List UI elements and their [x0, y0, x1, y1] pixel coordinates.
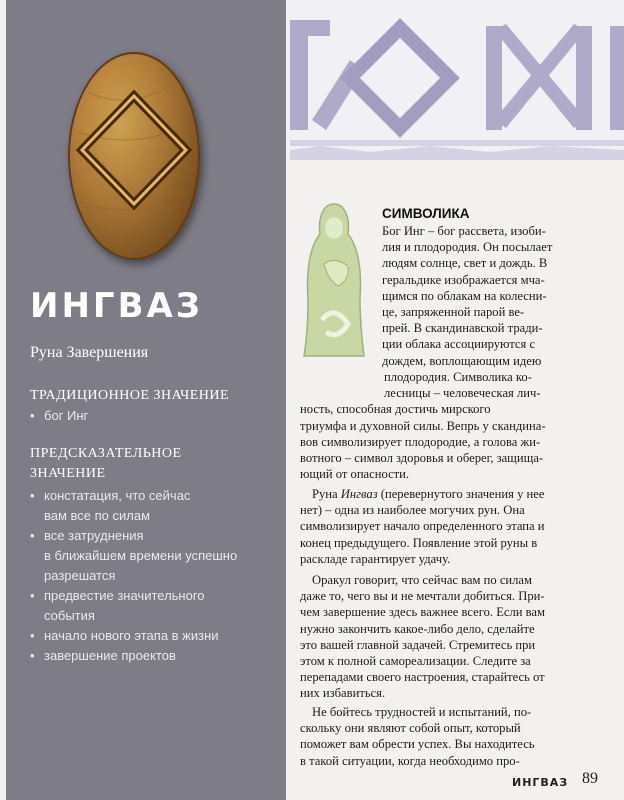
decorative-rune-band	[290, 0, 624, 160]
rune-subtitle: Руна Завершения	[30, 344, 149, 361]
page-number: 89	[582, 770, 598, 787]
symbolism-heading: СИМВОЛИКА	[382, 206, 470, 221]
rune-pattern-icon	[290, 0, 624, 160]
traditional-meaning-heading: ТРАДИЦИОННОЕ ЗНАЧЕНИЕ	[30, 388, 230, 403]
advice-paragraph: Не бойтесь трудностей и испытаний, по- скольку они являют собой опыт, который поможет вам обрести успех. Вы находитесь в такой ситуации, когда необходимо про-	[300, 705, 535, 768]
list-item: • предвестие значительного события	[30, 586, 237, 626]
predictive-meaning-heading: ПРЕДСКАЗАТЕЛЬНОЕ ЗНАЧЕНИЕ	[30, 446, 182, 481]
traditional-meaning-list	[30, 406, 88, 426]
running-footer-label: ИНГВАЗ	[512, 776, 569, 789]
goddess-figurine-image	[298, 200, 370, 360]
list-item: • констатация, что сейчас вам все по силам	[30, 486, 237, 526]
oracle-paragraph: Оракул говорит, что сейчас вам по силам даже то, чего вы и не мечтали добиться. При- чем завершение здесь важнее всего. Если вам нужно закончить какое-либо дело, сделайте это вашей главной задачей. Стремитесь при этом к полной самореализации. Следите за перепадами своего настроения, старайтесь от них избавиться.	[300, 573, 545, 701]
ingwaz-rune-icon	[68, 52, 200, 260]
figurine-icon	[298, 200, 370, 360]
rune-stone-image	[68, 52, 200, 260]
list-item: • все затруднения в ближайшем времени успешно разрешатся	[30, 526, 237, 586]
list-item: • бог Инг	[30, 406, 88, 426]
list-item: • завершение проектов	[30, 646, 237, 666]
rune-title: ИНГВАЗ	[30, 286, 203, 326]
list-item: • начало нового этапа в жизни	[30, 626, 237, 646]
rune-description-paragraph: Руна Ингваз (перевернутого значения у нее нет) – одна из наиболее могучих рун. Она символизирует начало определенного этапа и конец предыдущего. Появление этой руны в раскладе гарантирует удачу.	[300, 487, 545, 566]
symbolism-paragraph-1a: Бог Инг – бог рассвета, изоби- лия и плодородия. Он посылает людям солнце, свет и дождь. В геральдике изображается мча- щимся по облакам на колесни- це, запряженной парой ве- прей. В скандинавской тради- ции облака ассоциируются с дождем, воплощающим идею	[382, 224, 553, 368]
predictive-meaning-list	[30, 486, 237, 666]
symbolism-paragraph-1b: плодородия. Символика ко- лесницы – человеческая лич- ность, способная достичь мирского триумфа и духовной силы. Вепрь у скандина- вов символизирует плодородие, а голова жи- вотного – символ здоровья и оберег, защища- ющий от опасности.	[300, 370, 546, 482]
